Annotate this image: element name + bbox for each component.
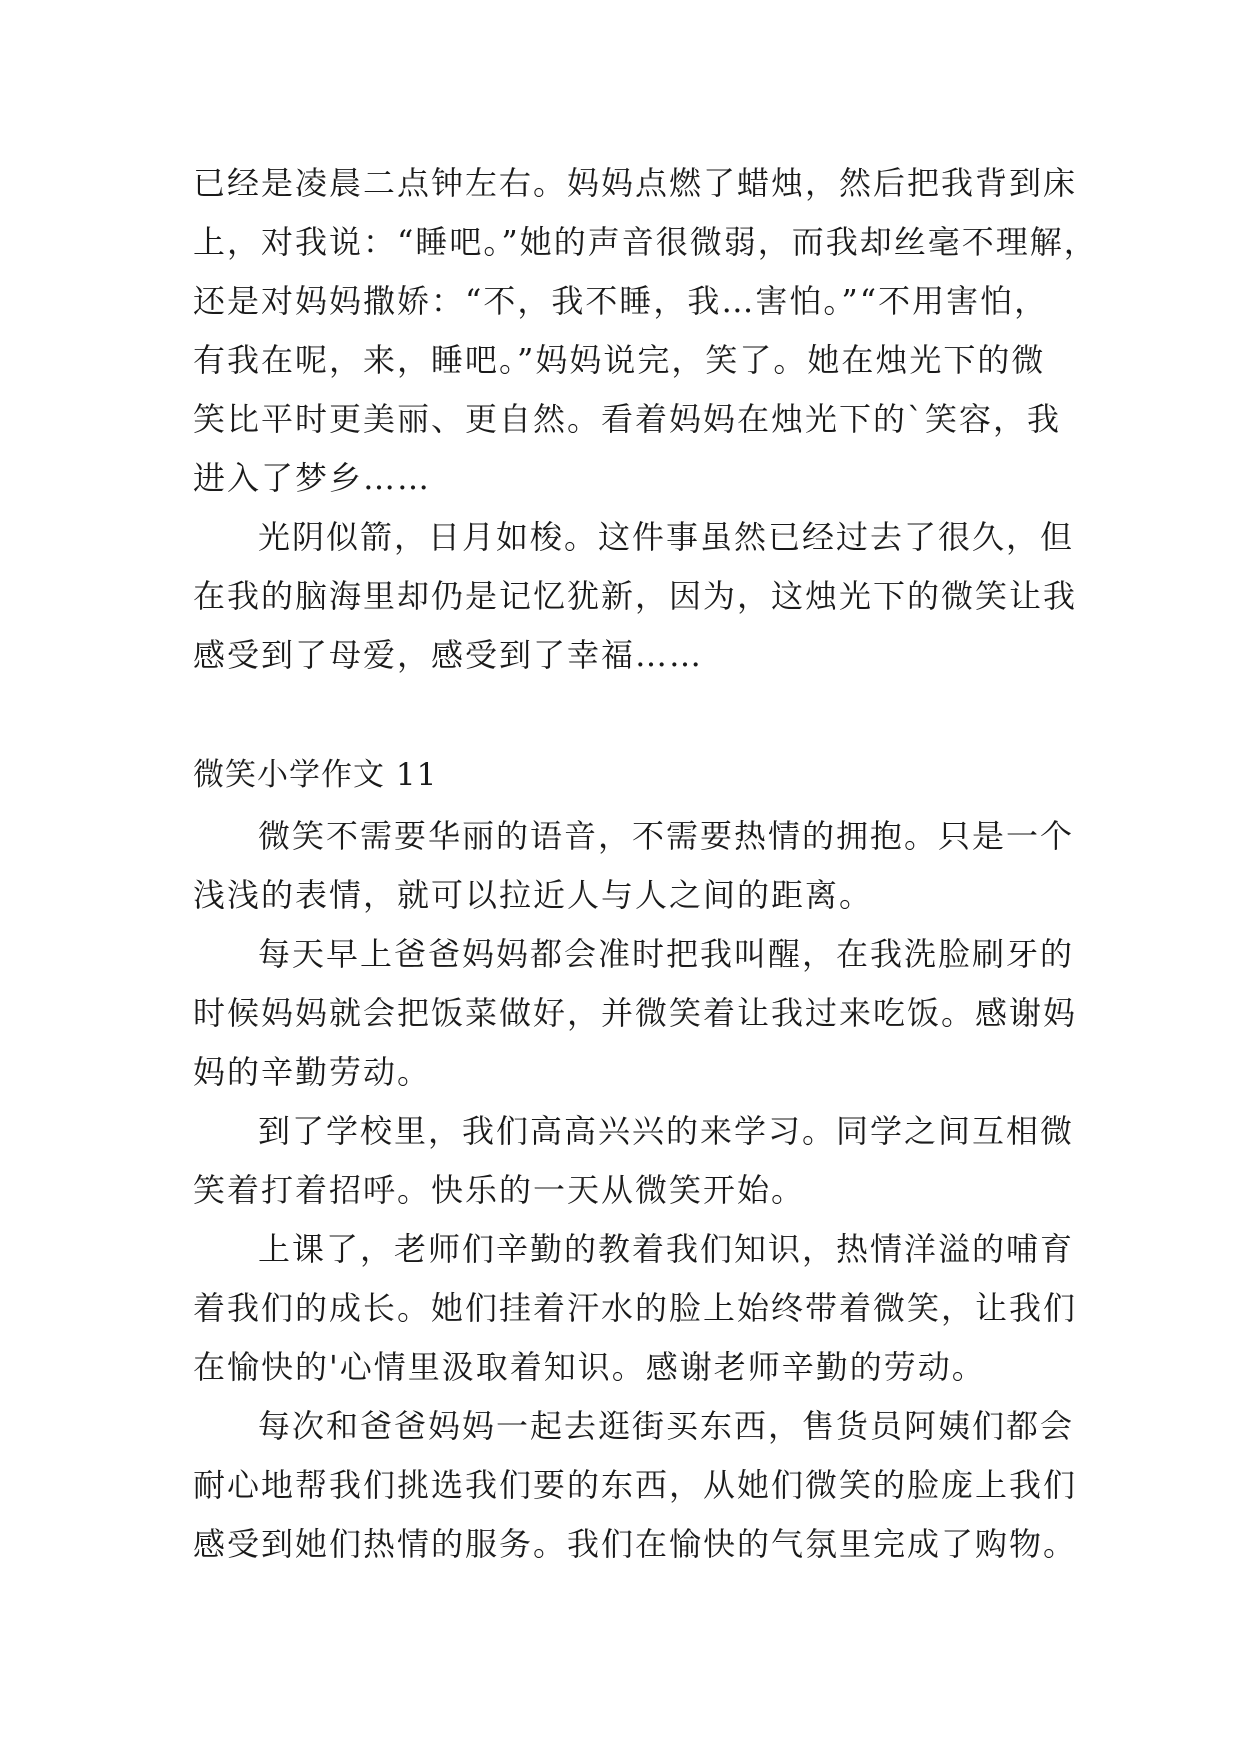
text-line: 上课了，老师们辛勤的教着我们知识，热情洋溢的哺育: [258, 1230, 1075, 1268]
text-line: 有我在呢，来，睡吧。”妈妈说完，笑了。她在烛光下的微: [193, 341, 1046, 379]
text-line: 浅浅的表情，就可以拉近人与人之间的距离。: [193, 876, 874, 914]
text-line: 时候妈妈就会把饭菜做好，并微笑着让我过来吃饭。感谢妈: [193, 994, 1078, 1032]
text-line: 光阴似箭，日月如梭。这件事虽然已经过去了很久，但: [258, 518, 1075, 556]
text-line: 微笑不需要华丽的语音，不需要热情的拥抱。只是一个: [258, 817, 1075, 855]
text-line: 进入了梦乡……: [193, 459, 432, 497]
text-line: 还是对妈妈撒娇：“不，我不睡，我…害怕。”“不用害怕，: [193, 282, 1049, 320]
text-line: 在我的脑海里却仍是记忆犹新，因为，这烛光下的微笑让我: [193, 577, 1078, 615]
section-title: 微笑小学作文 11: [193, 757, 438, 793]
text-line: 笑比平时更美丽、更自然。看着妈妈在烛光下的`笑容，我: [193, 400, 1062, 438]
text-line: 妈的辛勤劳动。: [193, 1053, 432, 1091]
text-line: 到了学校里，我们高高兴兴的来学习。同学之间互相微: [258, 1112, 1075, 1150]
text-line: 感受到了母爱，感受到了幸福……: [193, 636, 704, 674]
text-line: 上，对我说：“睡吧。”她的声音很微弱，而我却丝毫不理解，: [193, 223, 1098, 261]
text-line: 已经是凌晨二点钟左右。妈妈点燃了蜡烛，然后把我背到床: [193, 164, 1078, 202]
text-line: 着我们的成长。她们挂着汗水的脸上始终带着微笑，让我们: [193, 1289, 1078, 1327]
text-line: 每次和爸爸妈妈一起去逛街买东西，售货员阿姨们都会: [258, 1407, 1075, 1445]
text-line: 笑着打着招呼。快乐的一天从微笑开始。: [193, 1171, 806, 1209]
text-line: 耐心地帮我们挑选我们要的东西，从她们微笑的脸庞上我们: [193, 1466, 1078, 1504]
text-line: 在愉快的'心情里汲取着知识。感谢老师辛勤的劳动。: [193, 1348, 986, 1386]
text-line: 感受到她们热情的服务。我们在愉快的气氛里完成了购物。: [193, 1525, 1078, 1563]
text-line: 每天早上爸爸妈妈都会准时把我叫醒，在我洗脸刷牙的: [258, 935, 1075, 973]
